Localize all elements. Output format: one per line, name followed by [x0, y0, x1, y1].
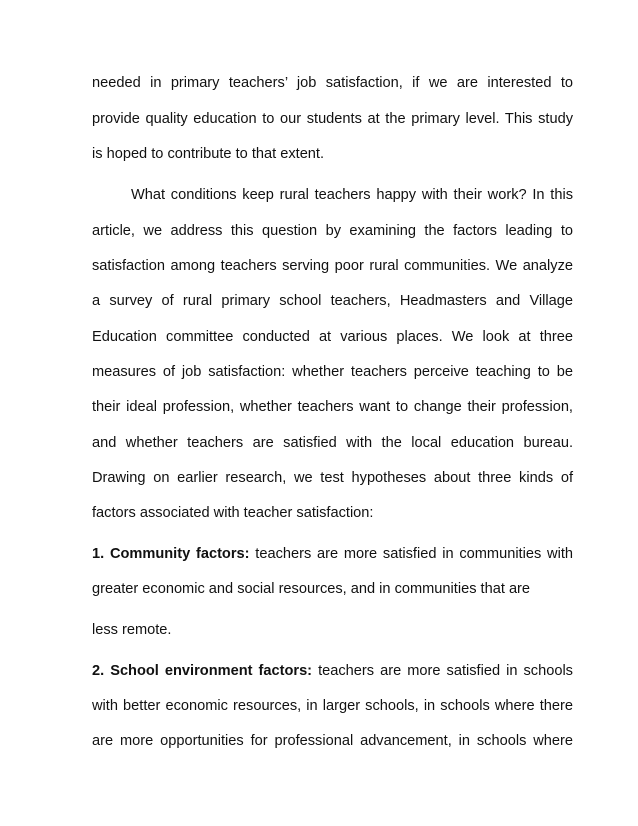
list-item-heading: 1. Community factors:	[92, 546, 250, 562]
paragraph-line: their ideal profession, whether teachers want to change their profession,	[92, 399, 573, 415]
paragraph-line: and whether teachers are satisfied with the local education bureau.	[92, 435, 573, 451]
list-item-heading: 2. School environment factors:	[92, 663, 313, 679]
paragraph-line: with better economic resources, in larger schools, in schools where there	[92, 698, 573, 714]
paragraph-line: Education committee conducted at various places. We look at three	[92, 329, 573, 345]
list-item-heading-line: 2. School environment factors: teachers are more satisfied in schools	[92, 663, 573, 679]
paragraph-line: What conditions keep rural teachers happy with their work? In this	[131, 187, 573, 203]
paragraph-line: article, we address this question by examining the factors leading to	[92, 223, 573, 239]
paragraph-line: satisfaction among teachers serving poor rural communities. We analyze	[92, 258, 573, 274]
list-item-heading-line: 1. Community factors: teachers are more satisfied in communities with	[92, 546, 573, 562]
paragraph-line: less remote.	[92, 622, 172, 638]
paragraph-line: Drawing on earlier research, we test hypotheses about three kinds of	[92, 470, 573, 486]
paragraph-line: factors associated with teacher satisfaction:	[92, 505, 374, 521]
paragraph-line: is hoped to contribute to that extent.	[92, 146, 325, 162]
paragraph-line: needed in primary teachers’ job satisfaction, if we are interested to	[92, 75, 573, 91]
paragraph-line: measures of job satisfaction: whether teachers perceive teaching to be	[92, 364, 573, 380]
paragraph-line: provide quality education to our students at the primary level. This study	[92, 111, 573, 127]
paragraph-line: are more opportunities for professional advancement, in schools where	[92, 733, 573, 749]
paragraph-line: a survey of rural primary school teachers, Headmasters and Village	[92, 293, 573, 309]
paragraph-line: greater economic and social resources, and in communities that are	[92, 581, 531, 597]
